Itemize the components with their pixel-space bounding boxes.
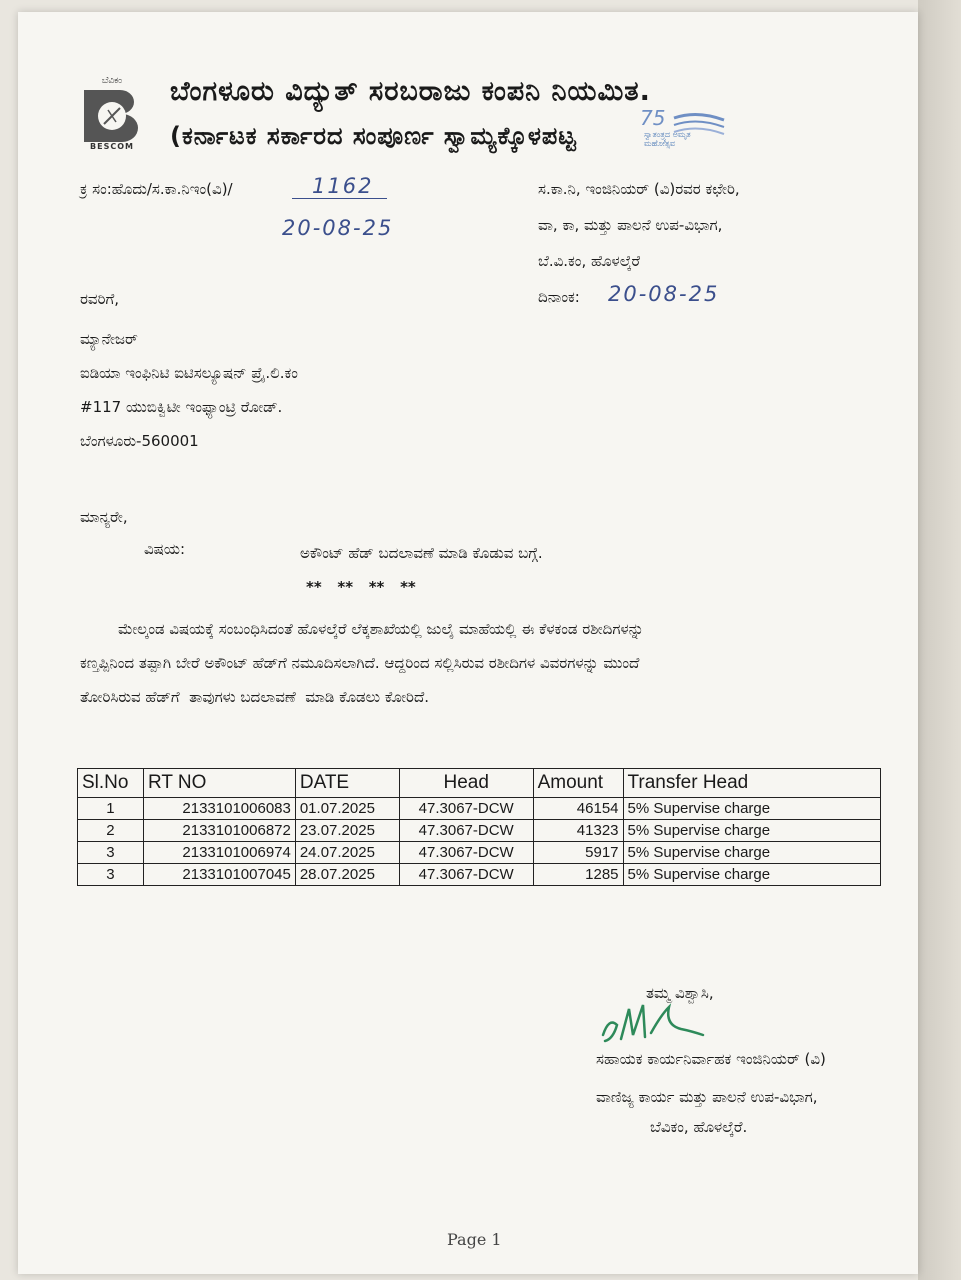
header-rtno: RT NO — [143, 769, 295, 798]
receipts-table — [77, 768, 881, 886]
organization-subtitle: (ಕರ್ನಾಟಕ ಸರ್ಕಾರದ ಸಂಪೂರ್ಣ ಸ್ವಾಮ್ಯಕ್ಕೊಳಪಟ್ಟ — [170, 122, 577, 150]
cell-head: 47.3067-DCW — [399, 842, 533, 864]
cell-date: 23.07.2025 — [295, 820, 399, 842]
cell-transfer-head: 5% Supervise charge — [623, 864, 880, 886]
header-head: Head — [399, 769, 533, 798]
anniversary-number: 75 — [640, 106, 666, 130]
paragraph-line1: ಮೇಲ್ಕಂಡ ವಿಷಯಕ್ಕೆ ಸಂಬಂಧಿಸಿದಂತೆ ಹೊಳಲ್ಕೆರೆ ಲೆಕ್ಕಶಾಖೆಯಲ್ಲಿ ಜುಲೈ ಮಾಹೆಯಲ್ಲಿ ಈ ಕೆಳಕಂಡ ರಶೀದಿಗಳನ್ನು — [118, 620, 644, 638]
recipient-line1: ಮ್ಯಾನೇಜರ್ — [80, 330, 138, 348]
cell-rtno: 2133101006083 — [143, 798, 295, 820]
cell-date: 01.07.2025 — [295, 798, 399, 820]
background-edge — [918, 0, 961, 1280]
anniversary-text: ಸ್ವಾತಂತ್ರ್ಯದ ಅಮೃತ ಮಹೋತ್ಸವ — [644, 130, 691, 148]
designation-line2: ವಾಣಿಜ್ಯ ಕಾರ್ಯ ಮತ್ತು ಪಾಲನೆ ಉಪ-ವಿಭಾಗ, — [596, 1088, 818, 1106]
table-row — [78, 864, 881, 886]
reference-label: ಕ್ರ ಸಂ:ಹೊದು/ಸ.ಕಾ.ನಿಇಂ(ವಿ)/ — [80, 180, 233, 198]
page-number: Page 1 — [447, 1230, 502, 1249]
table-row — [78, 820, 881, 842]
paragraph-line3: ತೋರಿಸಿರುವ ಹೆಡ್‌ಗೆ ತಾವುಗಳು ಬದಲಾವಣೆ ಮಾಡಿ ಕೊಡಲು ಕೋರಿದೆ. — [80, 688, 430, 706]
cell-head: 47.3067-DCW — [399, 798, 533, 820]
cell-amount: 41323 — [533, 820, 623, 842]
table-header-row — [78, 769, 881, 798]
subject-label: ವಿಷಯ: — [144, 540, 185, 558]
header-amount: Amount — [533, 769, 623, 798]
paragraph-line2: ಕಣ್ತಪ್ಪಿನಿಂದ ತಪ್ಪಾಗಿ ಬೇರೆ ಅಕೌಂಟ್ ಹೆಡ್‌ಗೆ ನಮೂದಿಸಲಾಗಿದೆ. ಆದ್ದರಿಂದ ಸಲ್ಲಿಸಿರುವ ರಶೀದಿಗಳ ವಿವರಗಳನ್ನು ಮುಂದೆ — [80, 654, 640, 672]
designation-line3: ಬೆವಿಕಂ, ಹೊಳಲ್ಕೆರೆ. — [650, 1118, 748, 1136]
date-label: ದಿನಾಂಕ: — [538, 288, 580, 306]
cell-amount: 1285 — [533, 864, 623, 886]
cell-head: 47.3067-DCW — [399, 864, 533, 886]
office-address-line2: ವಾ, ಕಾ, ಮತ್ತು ಪಾಲನೆ ಉಪ-ವಿಭಾಗ, — [538, 216, 723, 234]
cell-slno: 3 — [78, 864, 144, 886]
cell-amount: 46154 — [533, 798, 623, 820]
recipient-line3: #117 ಯುಬಿಕ್ವಿಟೀ ಇಂಫ್ಯಾಂಟ್ರಿ ರೋಡ್. — [80, 398, 283, 416]
cell-slno: 3 — [78, 842, 144, 864]
table-row — [78, 798, 881, 820]
cell-rtno: 2133101006872 — [143, 820, 295, 842]
greeting: ಮಾನ್ಯರೇ, — [80, 508, 128, 526]
header-date: DATE — [295, 769, 399, 798]
separator-stars: ** ** ** ** — [306, 578, 416, 596]
cell-rtno: 2133101007045 — [143, 864, 295, 886]
cell-transfer-head: 5% Supervise charge — [623, 798, 880, 820]
header-slno: Sl.No — [78, 769, 144, 798]
cell-transfer-head: 5% Supervise charge — [623, 820, 880, 842]
cell-head: 47.3067-DCW — [399, 820, 533, 842]
cell-date: 24.07.2025 — [295, 842, 399, 864]
logo-top-text: ಬೆವಿಕಂ — [101, 76, 123, 86]
office-address-line3: ಬೆ.ವಿ.ಕಂ, ಹೊಳಲ್ಕೆರೆ — [538, 252, 640, 270]
body-paragraph — [80, 612, 880, 714]
bescom-logo — [78, 76, 146, 156]
table-row — [78, 842, 881, 864]
subject-text: ಅಕೌಂಟ್ ಹೆಡ್ ಬದಲಾವಣೆ ಮಾಡಿ ಕೊಡುವ ಬಗ್ಗೆ. — [300, 544, 543, 562]
cell-date: 28.07.2025 — [295, 864, 399, 886]
recipient-line2: ಐಡಿಯಾ ಇಂಫಿನಿಟಿ ಐಟಿಸಲ್ಯೂಷನ್ ಪ್ರೈ.ಲಿ.ಕಂ — [80, 364, 298, 382]
organization-name: ಬೆಂಗಳೂರು ವಿದ್ಯುತ್ ಸರಬರಾಜು ಕಂಪನಿ ನಿಯಮಿತ. — [170, 76, 651, 107]
cell-transfer-head: 5% Supervise charge — [623, 842, 880, 864]
reference-date: 20-08-25 — [282, 216, 394, 240]
designation-line1: ಸಹಾಯಕ ಕಾರ್ಯನಿರ್ವಾಹಕ ಇಂಜಿನಿಯರ್ (ವಿ) — [596, 1050, 826, 1068]
cell-amount: 5917 — [533, 842, 623, 864]
header-transfer-head: Transfer Head — [623, 769, 880, 798]
letter-date: 20-08-25 — [608, 282, 720, 306]
recipient-line4: ಬೆಂಗಳೂರು-560001 — [80, 432, 199, 450]
recipient-salutation: ರವರಿಗೆ, — [80, 290, 119, 308]
office-address-line1: ಸ.ಕಾ.ನಿ, ಇಂಜಿನಿಯರ್ (ವಿ)ರವರ ಕಛೇರಿ, — [538, 180, 740, 198]
closing-text: ತಮ್ಮ ವಿಶ್ವಾಸಿ, — [646, 984, 714, 1002]
signature-scribble — [595, 995, 715, 1055]
cell-rtno: 2133101006974 — [143, 842, 295, 864]
cell-slno: 2 — [78, 820, 144, 842]
reference-number: 1162 — [292, 174, 387, 199]
anniversary-emblem — [612, 108, 732, 160]
cell-slno: 1 — [78, 798, 144, 820]
logo-b-icon — [82, 88, 142, 144]
logo-bottom-text: BESCOM — [90, 142, 134, 151]
